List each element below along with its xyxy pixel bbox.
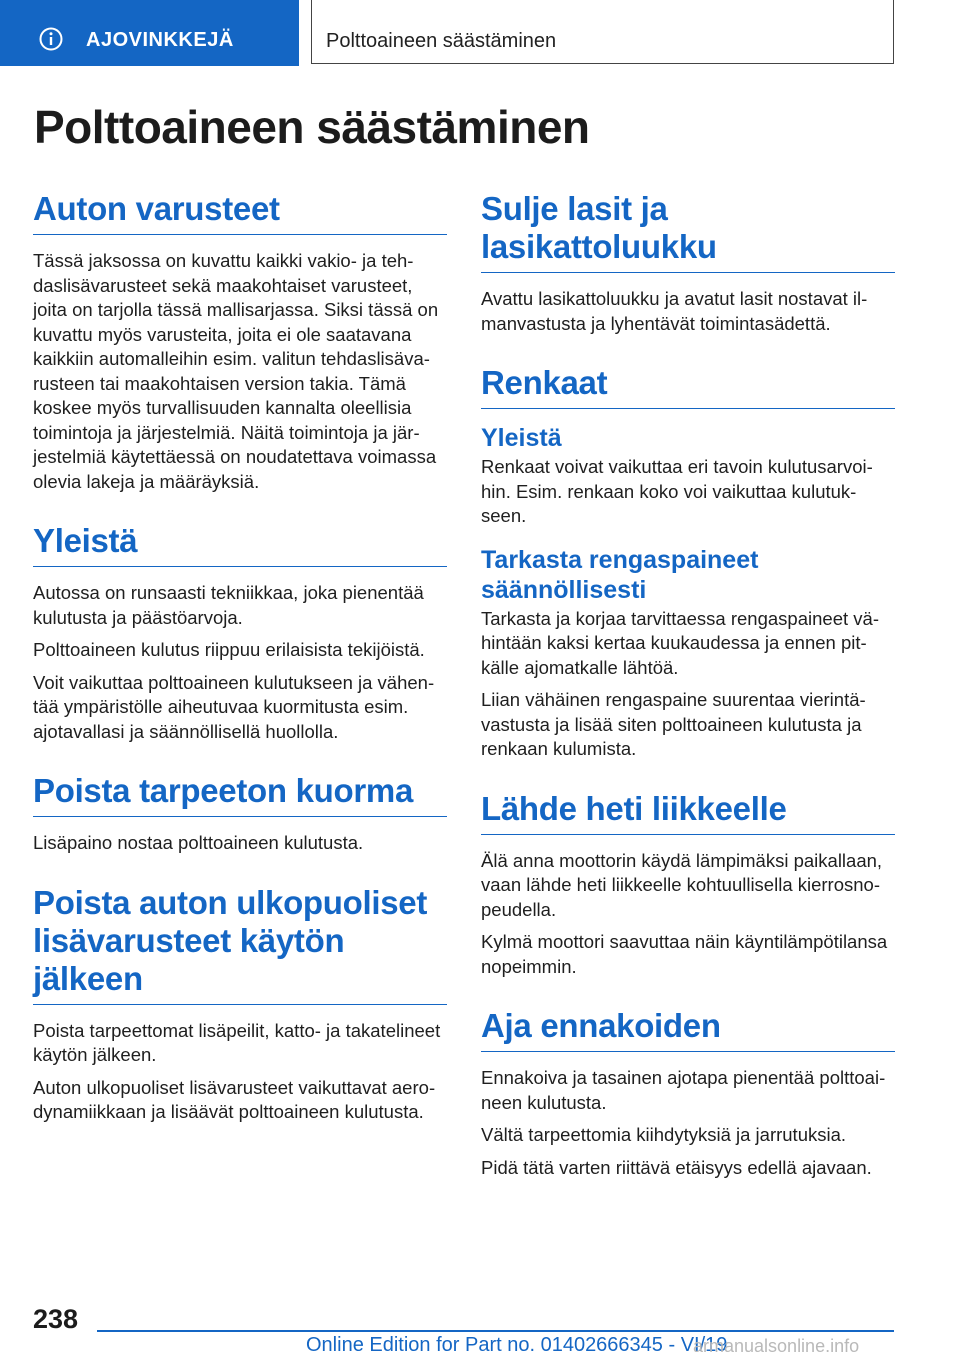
section-heading: Aja ennakoiden xyxy=(481,1007,895,1052)
paragraph: Liian vähäinen rengaspaine suurentaa vierintävastusta ja lisää siten polttoaineen kulutusta ja renkaan kulumista. xyxy=(481,689,866,759)
section-aja xyxy=(481,1007,895,1180)
section-heading: Renkaat xyxy=(481,364,895,409)
paragraph: Ennakoiva ja tasainen ajotapa pienentää polttoaineen kulutusta. xyxy=(481,1067,886,1113)
page-title: Polttoaineen säästäminen xyxy=(34,101,590,153)
section-breadcrumb xyxy=(311,0,894,64)
paragraph: Auton ulkopuoliset lisävarusteet vaikuttavat aerodynamiikkaan ja lisäävät polttoaineen kulutusta. xyxy=(33,1076,436,1122)
right-column xyxy=(481,190,895,1208)
section-heading: Poista auton ulkopuoliset lisävarusteet käytön jälkeen xyxy=(33,884,447,1005)
footer-edition: Online Edition for Part no. 01402666345 - VI/19 xyxy=(306,1334,728,1356)
section-poista-kuorma xyxy=(33,772,447,856)
section-poista-lisavarusteet xyxy=(33,884,447,1125)
paragraph: Tässä jaksossa on kuvattu kaikki vakio- ja tehdaslisävarusteet sekä maakohtaiset varusteet, joita on tarjolla tässä mallisarjassa. Siksi tässä on kuvattu myös varusteita, joita ei ole saatavana kaikkiin automalleihin esim. valitun tehdaslisävarusteen tai maakohtaisen version takia. Tämä koskee myös turvallisuuden kannalta oleellisia toimintoja ja järjestelmiä. Näitä toimintoja ja järjestelmiä käytettäessä on noudatettava voimassa olevia lakeja ja määräyksiä. xyxy=(33,250,439,492)
section-heading: Poista tarpeeton kuorma xyxy=(33,772,447,817)
footer-divider xyxy=(97,1330,894,1332)
page-number: 238 xyxy=(33,1304,79,1334)
paragraph: Voit vaikuttaa polttoaineen kulutukseen ja vähentää ympäristölle aiheutuvaa kuormitusta esim. ajotavallasi ja säännöllisellä huollolla. xyxy=(33,671,435,742)
subsection-tarkasta xyxy=(481,545,895,762)
section-heading: Sulje lasit ja lasikattoluukku xyxy=(481,190,895,273)
section-sulje-lasit xyxy=(481,190,895,336)
subsection-yleista xyxy=(481,423,895,529)
section-yleista xyxy=(33,522,447,744)
watermark: armanualsonline.info xyxy=(693,1336,860,1356)
paragraph: Tarkasta ja korjaa tarvittaessa rengaspaineet vähintään kaksi kertaa kuukaudessa ja ennen pitkälle ajomatkalle lähtöä. xyxy=(481,607,879,678)
chapter-tab[interactable] xyxy=(0,0,299,66)
subsection-heading: Yleistä xyxy=(481,424,562,452)
paragraph: Kylmä moottori saavuttaa näin käyntilämpötilansa nopeimmin. xyxy=(481,931,888,977)
paragraph: Avattu lasikattoluukku ja avatut lasit nostavat ilmanvastusta ja lyhentävät toimintasädettä. xyxy=(481,288,868,334)
section-heading: Auton varusteet xyxy=(33,190,447,235)
info-circle-icon xyxy=(39,27,63,51)
section-lahde xyxy=(481,790,895,980)
section-heading: Lähde heti liikkeelle xyxy=(481,790,895,835)
paragraph: Polttoaineen kulutus riippuu erilaisista tekijöistä. xyxy=(33,639,425,660)
section-breadcrumb-label: Polttoaineen säästäminen xyxy=(326,30,557,52)
section-heading: Yleistä xyxy=(33,522,447,567)
paragraph: Renkaat voivat vaikuttaa eri tavoin kulutusarvoihin. Esim. renkaan koko voi vaikuttaa kulutukseen. xyxy=(481,456,873,526)
paragraph: Lisäpaino nostaa polttoaineen kulutusta. xyxy=(33,832,364,853)
left-column xyxy=(33,190,447,1153)
section-auton-varusteet xyxy=(33,190,447,494)
section-renkaat xyxy=(481,364,895,762)
paragraph: Pidä tätä varten riittävä etäisyys edellä ajavaan. xyxy=(481,1156,872,1178)
paragraph: Autossa on runsaasti tekniikkaa, joka pienentää kulutusta ja päästöarvoja. xyxy=(33,582,424,628)
paragraph: Älä anna moottorin käydä lämpimäksi paikallaan, vaan lähde heti liikkeelle kohtuullisella kierrosnopeudella. xyxy=(481,849,883,920)
chapter-tab-label: AJOVINKKEJÄ xyxy=(86,29,234,51)
paragraph: Poista tarpeettomat lisäpeilit, katto- ja takatelineet käytön jälkeen. xyxy=(33,1019,441,1065)
paragraph: Vältä tarpeettomia kiihdytyksiä ja jarrutuksia. xyxy=(481,1124,847,1145)
subsection-heading: Tarkasta rengaspaineet säännöllisesti xyxy=(481,545,759,604)
